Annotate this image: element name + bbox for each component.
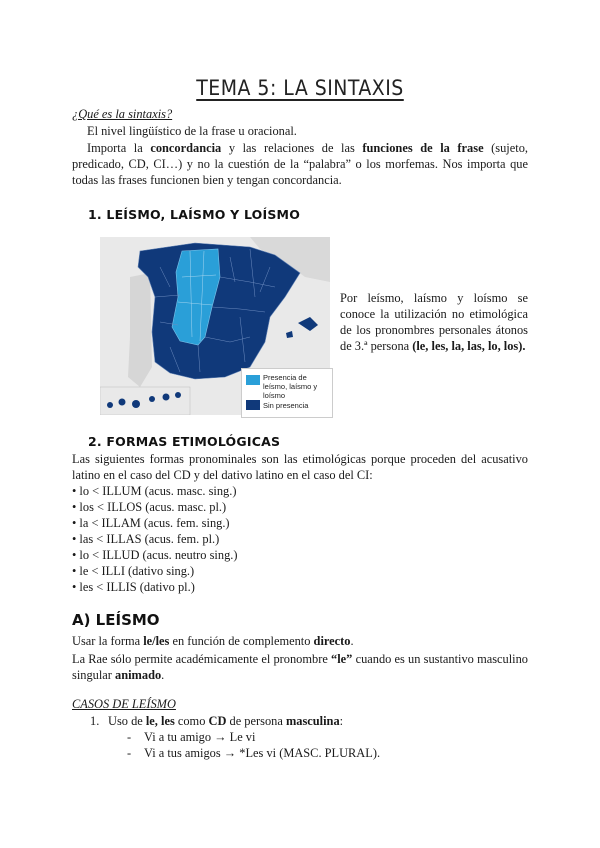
leismo-heading: A) LEÍSMO [72, 611, 160, 629]
list-item: • las < ILLAS (acus. fem. pl.) [72, 532, 220, 546]
leismo-rae-note: La Rae sólo permite académicamente el pronombre “le” cuando es un sustantivo masculino singular animado. [72, 652, 529, 682]
intro-heading: ¿Qué es la sintaxis? [72, 107, 173, 121]
casos-number: 1. [90, 714, 100, 728]
example-dash: - [127, 730, 132, 744]
section-1-heading: 1. LEÍSMO, LAÍSMO Y LOÍSMO [88, 207, 301, 222]
list-item: • la < ILLAM (acus. fem. sing.) [72, 516, 230, 530]
casos-heading: CASOS DE LEÍSMO [72, 697, 176, 711]
casos-item-1: Uso de le, les como CD de persona masculina: [108, 714, 344, 728]
list-item: • le < ILLI (dativo sing.) [72, 564, 195, 578]
etymology-list [72, 483, 237, 595]
example-1: Vi a tu amigo → Le vi [144, 730, 256, 744]
page-title: TEMA 5: LA SINTAXIS [196, 76, 404, 100]
intro-paragraph: Importa la concordancia y las relaciones de las funciones de la frase (sujeto, predicado, CD, CI…) y no la cuestión de la “palabra” o los morfemas. Nos importa que todas las frases funcionen bien y tengan concordancia. [72, 141, 528, 187]
example-2: Vi a tus amigos → *Les vi (MASC. PLURAL). [144, 746, 381, 760]
legend-dark-label: Sin presencia [263, 401, 309, 410]
intro-line: El nivel lingüístico de la frase u oracional. [87, 124, 297, 138]
section-2-heading: 2. FORMAS ETIMOLÓGICAS [88, 434, 281, 449]
list-item: • lo < ILLUM (acus. masc. sing.) [72, 484, 237, 498]
list-item: • les < ILLIS (dativo pl.) [72, 580, 195, 594]
list-item: • los < ILLOS (acus. masc. pl.) [72, 500, 227, 514]
example-dash: - [127, 746, 132, 760]
legend-dark-swatch [246, 400, 260, 410]
list-item: • lo < ILLUD (acus. neutro sing.) [72, 548, 238, 562]
section-1-text: Por leísmo, laísmo y loísmo se conoce la utilización no etimológica de los pronombres personales átonos de 3.ª persona (le, les, la, las, lo, los). [340, 291, 528, 353]
legend-light-swatch [246, 375, 260, 385]
leismo-definition: Usar la forma le/les en función de complemento directo. [72, 634, 354, 648]
map-legend [241, 368, 333, 418]
section-2-paragraph: Las siguientes formas pronominales son las etimológicas porque proceden del acusativo latino en el caso del CD y del dativo latino en el caso del CI: [72, 452, 528, 482]
legend-light-label: Presencia de leísmo, laísmo y loísmo [263, 373, 318, 400]
